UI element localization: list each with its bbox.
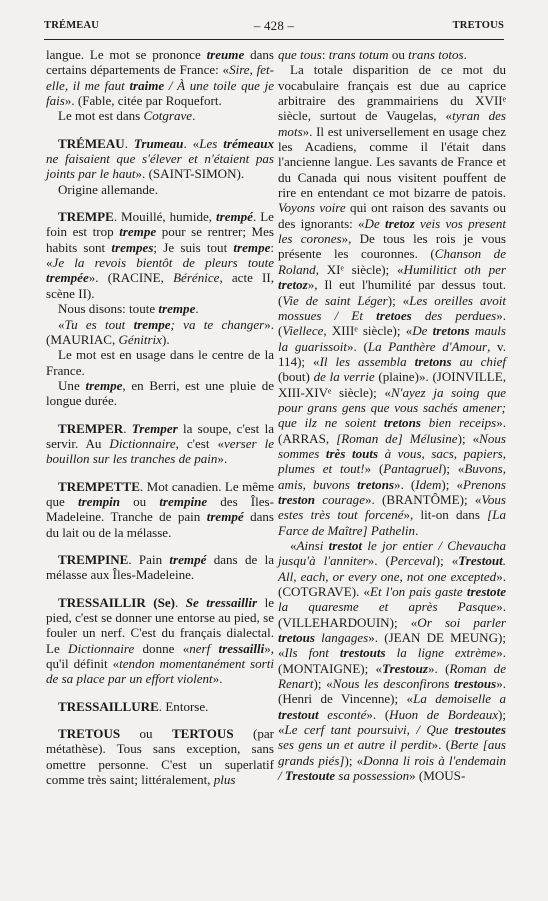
text-run: ». Il est universellement en usage chez les Acadiens, comme il l'était dans l'ancienne langue. Les savants de France et du Canada qui nous visitent pouffent de rire en entendant ce mot bizarre de patois. [278,123,506,201]
emphasized-term: trempe [133,316,171,332]
text-run: , acte II, scène II). [46,270,275,301]
text-run: la quaresme et après Pasque [278,599,497,615]
text-run: Huon de Bordeaux [389,706,499,722]
emphasized-term: Tremper [131,420,178,436]
text-run: . Mouillé, humide, [113,209,216,225]
headword: TREMPETTE [58,478,140,494]
text-run: plus [213,772,236,788]
text-run: mauls la guarissoit [278,323,506,354]
emphasized-term: trempe [158,301,196,317]
text-run: Or soi parler [417,614,506,630]
text-run: Roman de Renart [278,660,506,692]
text-run: . [415,522,419,538]
text-run: que tous [278,47,322,62]
emphasized-term: tretoz [385,215,415,231]
text-run: , en Berri, est une pluie de longue durée. [46,377,275,409]
paragraph [46,301,274,316]
paragraph [278,538,506,784]
emphasized-term: trempe [119,224,157,240]
text-run: N'ayez ja soing que pour grans gens que vous sachés amener; que ilz ne soient [278,384,507,431]
text-run: dans certains départements de France: « [46,47,274,78]
text-run: qui ont raison des savants ou des ignorants: « [278,200,506,231]
emphasized-term: Trestouz [382,660,428,676]
text-run: Le mot est en usage dans le centre de la France. [46,347,274,378]
text-run: (par métathèse). Tous sans exception, sans omettre personne. C'est un superlatif comme très saint; littéralement, [46,726,274,788]
emphasized-term: Trestoute [284,768,336,784]
paragraph [46,108,274,123]
text-run: bien receips [420,415,497,431]
emphasized-term: Trestout [458,553,503,569]
text-run: tyran des mots [278,108,506,139]
text-run: « [290,538,297,553]
text-run: Viellece [282,323,324,339]
text-run: Cotgrave [143,108,193,124]
text-run: Sire, fet-elle, il me faut [46,62,274,93]
emphasized-term: treston [278,491,315,507]
text-run: des Îles-Madeleine. Tranche de pain [46,493,274,525]
text-run: ». (Fable, citée par Roquefort. [64,93,222,109]
text-run: ». (SAINT-SIMON). [135,166,245,182]
text-run: ». [212,671,223,687]
running-head [44,18,504,40]
paragraph [46,347,274,378]
emphasized-term: trempe [233,239,271,255]
text-run: », Il eut l'humilité par dessus tout. ( [278,277,506,308]
text-run: La demoiselle a [413,691,506,707]
paragraph [46,552,274,583]
text-run: ; va te changer [170,316,265,332]
text-run: . Pain [128,551,170,567]
text-run: ); « [441,476,463,492]
emphasized-term: Se tressaillir [185,594,258,610]
text-run: De [364,215,385,231]
text-run: Vous estes très tout forcené [278,491,507,523]
emphasized-term: tretons [383,415,421,431]
text-run: ». (MAURIAC, [46,316,274,347]
emphasized-term: trestoutes [454,722,506,738]
emphasized-term: trempé [169,551,207,567]
left-column [46,47,274,787]
emphasized-term: trestote [466,584,506,600]
text-run: Nous les desconfirons [332,676,455,692]
text-run: Le cerf tant poursuivi, / Que [284,722,455,738]
paragraph [46,378,274,409]
text-run: nerf [189,640,219,656]
text-run: ». ( [366,706,390,722]
text-run: Chanson de Roland [278,246,506,277]
emphasized-term: trempé [216,209,253,225]
paragraph [46,421,274,467]
text-run: au chief [451,353,506,369]
text-run: », De tous les rois je vous présente les couronnes. ( [278,231,506,262]
emphasized-term: tretous [278,630,315,646]
running-head-left: TRÉMEAU [44,20,100,31]
text-run: Nous disons: toute [58,301,159,317]
text-run: / À une toile que je fais [46,77,274,109]
text-run: Ainsi [296,538,329,553]
text-run: Pantagruel [383,461,443,477]
text-run: ». ( [431,737,451,753]
paragraph [46,47,274,108]
text-run: La totale disparition de ce mot du vocabulaire français est due au caprice arbitraire des grammairiens du XVIIᵉ siècle, surtout de Vaugelas, « [278,62,506,124]
text-run: [La Farce de Maître] Pathelin [278,507,506,538]
emphasized-term: trempine [159,493,208,509]
text-run: dans du lait ou de la mélasse. [46,509,274,540]
text-run: Les oreilles avoit mossues / Et [278,292,506,323]
text-run: . [174,594,186,610]
text-run: ); « [387,292,410,308]
text-run: Buvons, amis, buvons [278,461,506,492]
paragraph [46,699,274,714]
paragraph [278,47,506,62]
text-run: ». (Henri de Vincenne); « [278,676,506,707]
headword: TREMPE [58,209,114,225]
text-run: Il les assembla [319,353,415,369]
text-run: . [123,420,132,436]
text-run: ou [388,47,409,62]
emphasized-term: tressailli [218,640,265,656]
text-run: . « [183,135,200,151]
headword: TRESSAILLURE [58,698,159,714]
text-run: la ligne extrème [385,645,497,661]
text-run: Bérénice [173,270,220,286]
text-run: esconté [318,706,367,722]
text-run: ); « [442,461,465,477]
emphasized-term: trempin [77,493,121,509]
headword: TRETOUS [58,726,121,742]
text-run: . Entorse. [158,698,209,714]
emphasized-term: trempe [85,377,123,393]
text-run: . All, each, or every one, not one excepted [278,553,506,584]
text-run: . [195,301,199,317]
text-run: . [124,135,134,151]
text-run: ); « [278,706,506,738]
text-run: . [192,108,196,124]
page-number: – 428 – [253,18,295,33]
headword: TRÉMEAU [58,135,125,151]
paragraph [46,595,274,687]
paragraph [46,726,274,787]
emphasized-term: trempée [46,270,89,286]
text-run: ». (BRANTÔME); « [365,491,482,507]
paragraph [46,209,274,301]
text-run: langue. Le mot se prononce [46,47,207,62]
headword: TERTOUS [171,726,234,742]
headword: TREMPER [58,420,124,436]
text-run: Je la revois bientôt de pleurs toute [52,255,274,271]
emphasized-term: trestouts [339,645,386,661]
text-run: ». ( [428,660,450,676]
text-run: le pied, c'est se donner une entorse au pied, se fouler un nerf. C'est du français dialectal. Le [46,594,274,656]
text-run: Perceval [389,553,436,569]
text-run: ); « [313,676,333,692]
emphasized-term: Trumeau [133,135,184,151]
text-run: ). [161,331,170,347]
text-run: dans de la mélasse aux Îles-Madeleine. [46,551,274,583]
text-run: » ( [364,461,384,477]
text-run: des perdues [411,307,497,323]
text-run: Origine allemande. [58,181,158,197]
paragraph [46,136,274,182]
text-run: Vie de saint Léger [282,292,388,308]
emphasized-term: trempé [206,509,244,525]
text-run: Dictionnaire [109,435,176,451]
text-run: ); « [344,752,364,768]
text-run: ». ( [394,476,416,492]
text-run: , v. 114); « [278,338,506,369]
text-run: ». ( [367,553,390,569]
text-run: (bout) [278,369,314,385]
text-run: pour se rentrer; Mes habits sont [46,224,274,255]
text-run: Idem [415,476,442,492]
emphasized-term: trempes [111,239,154,255]
text-run: Une [58,377,86,393]
text-run: veis vos present les corones [278,215,506,247]
text-run: de la verrie [313,369,375,385]
header-rule [44,39,504,40]
text-run: trans totos [408,47,464,62]
text-run: ». [217,451,228,467]
emphasized-term: treume [206,47,245,62]
emphasized-term: tretons [357,476,395,492]
paragraph [46,479,274,540]
emphasized-term: trémeaux [223,135,275,151]
text-run: ». (RACINE, [88,270,174,286]
text-run: Voyons voire [278,200,346,216]
text-run: donne « [134,640,190,656]
text-run: à vous, sacs, papiers, plumes et tout! [278,445,506,477]
headword: TRESSAILLIR (Se) [58,594,175,610]
paragraph [278,62,506,538]
text-run: » (MOUS- [409,768,466,784]
emphasized-term: tretons [432,323,470,339]
text-run: , XIᵉ siècle); « [315,261,404,277]
text-run: : « [46,239,275,271]
text-run: ». (VILLEHARDOUIN); « [278,599,506,630]
paragraph [46,317,274,348]
text-run: Les [199,135,224,151]
text-run: courage [314,491,365,507]
emphasized-term: traime [129,77,165,93]
text-run: ». (MONTAIGNE); « [278,645,506,676]
text-run: Humilitict oth per [403,261,507,277]
text-run: Tu es tout [64,316,134,332]
emphasized-term: trestout [278,706,319,722]
emphasized-term: trestot [328,538,363,553]
text-run: . [463,47,467,62]
text-run: , c'est « [175,435,224,451]
text-run: [Roman de] Mélusine [336,430,458,446]
text-run: Ils font [284,645,340,661]
text-run: Dictionnaire [68,640,135,656]
text-run: ». (ARRAS, [278,415,506,446]
emphasized-term: tretoz [278,277,308,293]
text-run: « [58,316,65,332]
emphasized-term: très touts [325,445,379,461]
text-run: Le mot est dans [58,108,144,124]
text-run: . Le foin est trop [46,209,274,240]
text-run: ou [120,493,160,509]
text-run: langages [314,630,369,646]
text-run: tendon momentanément sorti de sa place par un effort violent [46,656,274,687]
text-run: : [321,47,329,62]
headword: TREMPINE [58,551,129,567]
emphasized-term: tretons [414,353,452,369]
text-run: ; Je suis tout [153,239,234,255]
text-run: (plaine)». (JOINVILLE, XIII-XIVᵉ siècle); « [278,369,506,400]
running-head-right: TRETOUS [452,20,504,31]
text-run: ». ( [347,338,368,354]
text-run: De [412,323,433,339]
text-run: ses gens un et autre il perdit [278,737,432,753]
text-run: ); « [457,430,480,446]
paragraph [46,182,274,197]
text-run: la soupe, c'est la servir. Au [46,420,274,451]
text-run: . Mot canadien. Le même que [46,478,274,509]
text-run: ». (JEAN DE MEUNG); « [278,630,506,661]
text-run: sa possession [335,768,410,784]
text-run: Donna li rois à l'endemain / [278,752,507,784]
text-run: ne faisaient que s'élever et n'étaient pas joints par le haut [46,151,274,182]
right-column [278,47,506,784]
text-run: Berte [aus grands piés] [278,737,506,768]
text-run: Et l'on pais gaste [369,584,467,600]
text-run: ». ( [278,307,506,339]
text-run: ou [120,726,172,742]
text-run: trans totum [328,47,389,62]
emphasized-term: trestous [454,676,497,692]
text-run: verser le bouillon sur les tranches de pain [46,435,274,467]
text-run: Prenons [462,476,506,492]
emphasized-term: tretoes [376,307,412,323]
text-run: Génitrix [118,331,162,347]
text-run: le jor entier / Chevaucha jusqu'à l'anniter [278,538,506,569]
text-run: , XIIIᵉ siècle); « [323,323,413,339]
text-run: », lit-on dans [403,507,488,523]
text-run: », qu'il définit « [46,640,275,672]
text-run: ». (COTGRAVE). « [278,568,506,600]
text-run: Nous sommes [278,430,506,461]
text-run: La Panthère d'Amour [367,338,488,354]
text-run: ); « [435,553,459,569]
